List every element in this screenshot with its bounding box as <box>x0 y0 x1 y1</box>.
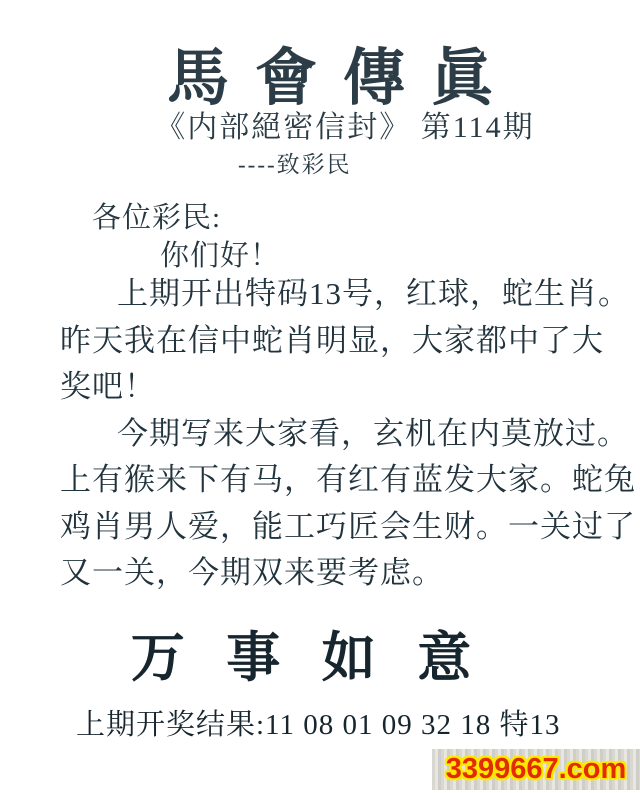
salutation: 各位彩民: <box>92 202 222 234</box>
body-line: 奖吧！ <box>60 369 156 404</box>
site-watermark-url: 3399667.com <box>445 753 627 785</box>
body-line: 上期开出特码13号，红球，蛇生肖。 <box>117 276 630 311</box>
letter-body <box>60 271 636 597</box>
site-watermark-badge <box>432 749 640 790</box>
fax-subtitle-issue: 《内部絕密信封》 第114期 <box>155 111 535 144</box>
greeting: 你们好！ <box>160 240 281 272</box>
body-line: 上有猴来下有马，有红有蓝发大家。蛇兔 <box>60 462 636 497</box>
body-line: 今期写来大家看，玄机在内莫放过。 <box>117 415 629 451</box>
body-line: 昨天我在信中蛇肖明显，大家都中了大 <box>60 322 604 358</box>
blessing-headline: 万 事 如 意 <box>130 628 486 688</box>
dedication-line: ----致彩民 <box>238 152 352 177</box>
body-line: 又一关，今期双来要考虑。 <box>60 555 444 590</box>
fax-title: 馬會傳眞 <box>166 45 519 113</box>
last-draw-results: 上期开奖结果:11 08 01 09 32 18 特13 <box>76 709 561 741</box>
body-line: 鸡肖男人爱，能工巧匠会生财。一关过了 <box>60 508 636 544</box>
